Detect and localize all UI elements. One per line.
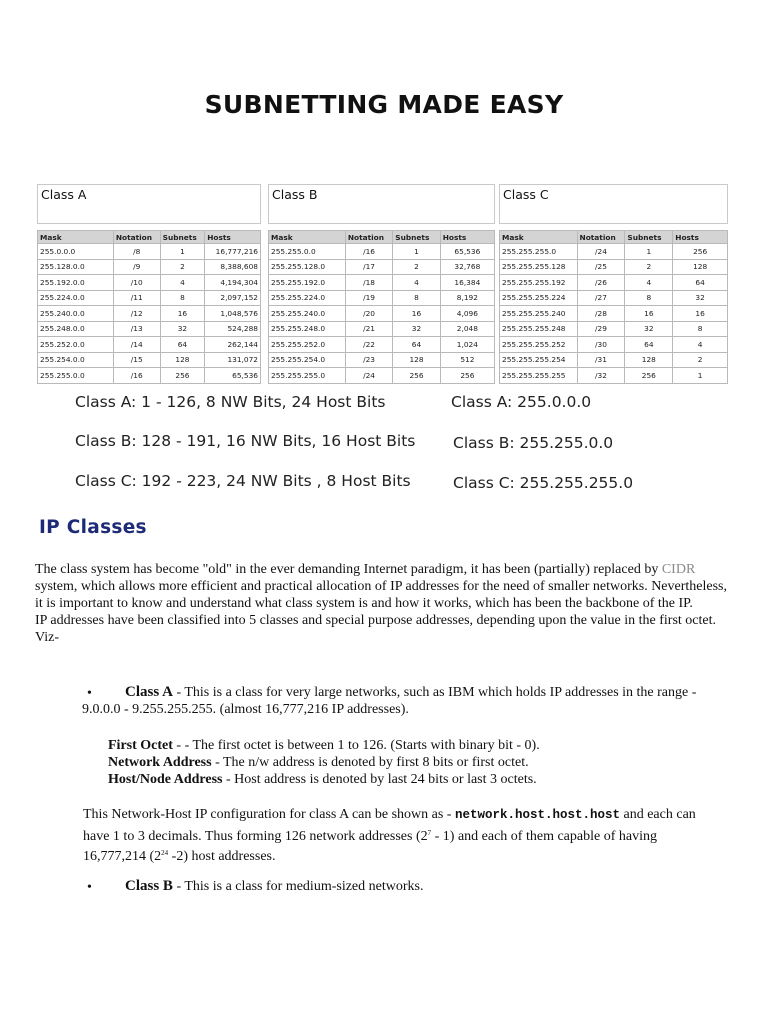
hosts-cell: 8	[673, 321, 728, 337]
mask-cell: 255.254.0.0	[38, 352, 114, 368]
page-title: SUBNETTING MADE EASY	[204, 90, 564, 119]
hosts-cell: 4	[673, 337, 728, 353]
host-address-label: Host/Node Address	[108, 772, 223, 787]
notation-cell: /9	[113, 259, 160, 275]
table-row	[38, 290, 261, 306]
notation-cell: /11	[113, 290, 160, 306]
subnets-cell: 32	[160, 321, 205, 337]
bullet-icon: •	[87, 686, 92, 701]
exponent-7: 7	[427, 828, 432, 837]
hosts-cell: 128	[673, 259, 728, 275]
table-row	[38, 306, 261, 322]
class-b-mask: Class B: 255.255.0.0	[453, 434, 614, 452]
hosts-cell: 1,024	[440, 337, 494, 353]
class-a-description	[82, 684, 722, 718]
classification-text: IP addresses have been classified into 5 classes and special purpose addresses, depending upon the value in the first octet. Viz-	[35, 613, 717, 645]
subnets-cell: 64	[393, 337, 440, 353]
header-mask: Mask	[38, 231, 114, 244]
subnets-cell: 128	[393, 352, 440, 368]
first-octet-label: First Octet	[108, 738, 173, 753]
mask-cell: 255.255.240.0	[269, 306, 346, 322]
config-text-mid2: - 1) and each of them capable of having 16,777,214 (2	[83, 828, 657, 864]
subnets-cell: 16	[160, 306, 205, 322]
hosts-cell: 256	[673, 244, 728, 260]
header-notation: Notation	[113, 231, 160, 244]
subnets-cell: 16	[625, 306, 673, 322]
table-row	[269, 368, 495, 384]
mask-cell: 255.255.0.0	[269, 244, 346, 260]
table-row	[38, 352, 261, 368]
table-row	[269, 290, 495, 306]
table-row	[38, 321, 261, 337]
mask-cell: 255.240.0.0	[38, 306, 114, 322]
header-subnets: Subnets	[160, 231, 205, 244]
hosts-cell: 32,768	[440, 259, 494, 275]
intro-text-start: The class system has become "old" in the ever demanding Internet paradigm, it has been (partially) replaced by	[35, 562, 662, 577]
hosts-cell: 16,384	[440, 275, 494, 291]
mask-cell: 255.128.0.0	[38, 259, 114, 275]
subnets-cell: 4	[393, 275, 440, 291]
table-row	[269, 337, 495, 353]
notation-cell: /19	[345, 290, 392, 306]
ip-classes-heading: IP Classes	[39, 517, 147, 538]
table-row	[500, 368, 728, 384]
notation-cell: /27	[577, 290, 625, 306]
class-b-desc: - This is a class for medium-sized networks.	[172, 879, 424, 894]
intro-text-end: system, which allows more efficient and practical allocation of IP addresses for the need of smaller networks. Nevertheless, it is important to know and understand what class system is and how it works, which has been the backbone of the IP.	[35, 579, 727, 611]
mask-cell: 255.252.0.0	[38, 337, 114, 353]
table-row	[269, 244, 495, 260]
network-address-label: Network Address	[108, 755, 212, 770]
header-mask: Mask	[269, 231, 346, 244]
header-hosts: Hosts	[205, 231, 261, 244]
subnets-cell: 128	[160, 352, 205, 368]
first-octet-text: - - The first octet is between 1 to 126. (Starts with binary bit - 0).	[172, 738, 540, 753]
notation-cell: /30	[577, 337, 625, 353]
class-b-range: Class B: 128 - 191, 16 NW Bits, 16 Host Bits	[75, 432, 416, 450]
table-row	[269, 306, 495, 322]
hosts-cell: 524,288	[205, 321, 261, 337]
hosts-cell: 512	[440, 352, 494, 368]
hosts-cell: 131,072	[205, 352, 261, 368]
notation-cell: /20	[345, 306, 392, 322]
class-a-mask: Class A: 255.0.0.0	[451, 393, 592, 411]
table-row	[500, 275, 728, 291]
class-a-config	[83, 806, 708, 866]
hosts-cell: 8,388,608	[205, 259, 261, 275]
mask-cell: 255.255.255.0	[269, 368, 346, 384]
host-address-text: - Host address is denoted by last 24 bits or last 3 octets.	[222, 772, 537, 787]
table-row	[38, 259, 261, 275]
hosts-cell: 16,777,216	[205, 244, 261, 260]
header-mask: Mask	[500, 231, 578, 244]
subnets-cell: 1	[393, 244, 440, 260]
mask-cell: 255.224.0.0	[38, 290, 114, 306]
mask-cell: 255.248.0.0	[38, 321, 114, 337]
subnets-cell: 256	[393, 368, 440, 384]
notation-cell: /25	[577, 259, 625, 275]
subnets-cell: 4	[160, 275, 205, 291]
class-b-description	[125, 878, 725, 895]
notation-cell: /14	[113, 337, 160, 353]
notation-cell: /16	[345, 244, 392, 260]
mask-cell: 255.255.255.192	[500, 275, 578, 291]
notation-cell: /32	[577, 368, 625, 384]
table-row	[500, 290, 728, 306]
class-c-range: Class C: 192 - 223, 24 NW Bits , 8 Host Bits	[75, 472, 411, 490]
mask-cell: 255.192.0.0	[38, 275, 114, 291]
hosts-cell: 4,096	[440, 306, 494, 322]
table-row	[38, 275, 261, 291]
header-subnets: Subnets	[393, 231, 440, 244]
hosts-cell: 65,536	[205, 368, 261, 384]
mask-cell: 255.255.0.0	[38, 368, 114, 384]
header-notation: Notation	[345, 231, 392, 244]
subnets-cell: 4	[625, 275, 673, 291]
class-b-caption: Class B	[269, 185, 495, 224]
mask-cell: 255.255.248.0	[269, 321, 346, 337]
subnets-cell: 64	[160, 337, 205, 353]
hosts-cell: 64	[673, 275, 728, 291]
table-row	[269, 352, 495, 368]
hosts-cell: 1,048,576	[205, 306, 261, 322]
hosts-cell: 1	[673, 368, 728, 384]
class-a-table	[37, 184, 261, 384]
header-subnets: Subnets	[625, 231, 673, 244]
notation-cell: /29	[577, 321, 625, 337]
hosts-cell: 2	[673, 352, 728, 368]
table-row	[500, 306, 728, 322]
class-b-table	[268, 184, 495, 384]
notation-cell: /16	[113, 368, 160, 384]
table-row	[269, 321, 495, 337]
exponent-24: 24	[161, 849, 169, 857]
notation-cell: /13	[113, 321, 160, 337]
mask-cell: 255.255.255.240	[500, 306, 578, 322]
subnets-cell: 2	[625, 259, 673, 275]
notation-cell: /17	[345, 259, 392, 275]
network-address-text: - The n/w address is denoted by first 8 bits or first octet.	[211, 755, 529, 770]
class-c-table	[499, 184, 728, 384]
notation-cell: /23	[345, 352, 392, 368]
notation-cell: /28	[577, 306, 625, 322]
hosts-cell: 4,194,304	[205, 275, 261, 291]
mask-cell: 255.255.255.0	[500, 244, 578, 260]
notation-cell: /22	[345, 337, 392, 353]
class-c-mask: Class C: 255.255.255.0	[453, 474, 634, 492]
mask-cell: 255.255.128.0	[269, 259, 346, 275]
table-row	[500, 337, 728, 353]
class-a-details	[108, 737, 728, 788]
table-row	[38, 368, 261, 384]
class-a-name: Class A	[125, 684, 173, 700]
hosts-cell: 2,048	[440, 321, 494, 337]
mask-cell: 255.255.255.254	[500, 352, 578, 368]
class-a-desc: - This is a class for very large networks, such as IBM which holds IP addresses in the range - 9.0.0.0 - 9.255.255.255. (almost 16,777,216 IP addresses).	[82, 685, 697, 717]
mask-cell: 255.255.252.0	[269, 337, 346, 353]
class-a-range: Class A: 1 - 126, 8 NW Bits, 24 Host Bits	[75, 393, 386, 411]
subnets-cell: 64	[625, 337, 673, 353]
table-row	[38, 244, 261, 260]
hosts-cell: 262,144	[205, 337, 261, 353]
intro-paragraph	[35, 561, 735, 646]
mask-cell: 255.255.254.0	[269, 352, 346, 368]
subnets-cell: 1	[160, 244, 205, 260]
table-row	[500, 352, 728, 368]
table-row	[500, 259, 728, 275]
hosts-cell: 2,097,152	[205, 290, 261, 306]
mask-cell: 255.255.255.248	[500, 321, 578, 337]
subnets-cell: 256	[625, 368, 673, 384]
subnets-cell: 2	[393, 259, 440, 275]
subnets-cell: 8	[625, 290, 673, 306]
subnets-cell: 2	[160, 259, 205, 275]
subnets-cell: 8	[160, 290, 205, 306]
config-text-start: This Network-Host IP configuration for class A can be shown as -	[83, 807, 455, 822]
mask-cell: 255.255.255.255	[500, 368, 578, 384]
header-notation: Notation	[577, 231, 625, 244]
notation-cell: /12	[113, 306, 160, 322]
class-a-caption: Class A	[38, 185, 261, 224]
hosts-cell: 32	[673, 290, 728, 306]
config-code: network.host.host.host	[454, 808, 620, 822]
notation-cell: /24	[577, 244, 625, 260]
subnets-cell: 1	[625, 244, 673, 260]
hosts-cell: 8,192	[440, 290, 494, 306]
class-b-name: Class B	[125, 878, 173, 894]
subnets-cell: 32	[393, 321, 440, 337]
subnets-cell: 8	[393, 290, 440, 306]
bullet-icon: •	[87, 880, 92, 895]
hosts-cell: 65,536	[440, 244, 494, 260]
table-row	[269, 275, 495, 291]
mask-cell: 255.255.192.0	[269, 275, 346, 291]
hosts-cell: 16	[673, 306, 728, 322]
config-text-mid1: and each can have 1 to 3 decimals. Thus forming 126 network addresses (2	[83, 807, 696, 844]
notation-cell: /10	[113, 275, 160, 291]
config-text-end: -2) host addresses.	[168, 849, 276, 864]
notation-cell: /21	[345, 321, 392, 337]
table-row	[38, 337, 261, 353]
table-row	[269, 259, 495, 275]
mask-cell: 255.255.255.252	[500, 337, 578, 353]
notation-cell: /26	[577, 275, 625, 291]
mask-cell: 255.255.255.224	[500, 290, 578, 306]
notation-cell: /15	[113, 352, 160, 368]
table-row	[500, 244, 728, 260]
mask-cell: 255.255.255.128	[500, 259, 578, 275]
notation-cell: /18	[345, 275, 392, 291]
mask-cell: 255.255.224.0	[269, 290, 346, 306]
notation-cell: /8	[113, 244, 160, 260]
class-c-caption: Class C	[500, 185, 728, 224]
cidr-link[interactable]: CIDR	[661, 562, 696, 577]
header-hosts: Hosts	[440, 231, 494, 244]
hosts-cell: 256	[440, 368, 494, 384]
header-hosts: Hosts	[673, 231, 728, 244]
mask-cell: 255.0.0.0	[38, 244, 114, 260]
table-row	[500, 321, 728, 337]
notation-cell: /31	[577, 352, 625, 368]
subnets-cell: 256	[160, 368, 205, 384]
subnets-cell: 16	[393, 306, 440, 322]
subnets-cell: 32	[625, 321, 673, 337]
subnets-cell: 128	[625, 352, 673, 368]
notation-cell: /24	[345, 368, 392, 384]
